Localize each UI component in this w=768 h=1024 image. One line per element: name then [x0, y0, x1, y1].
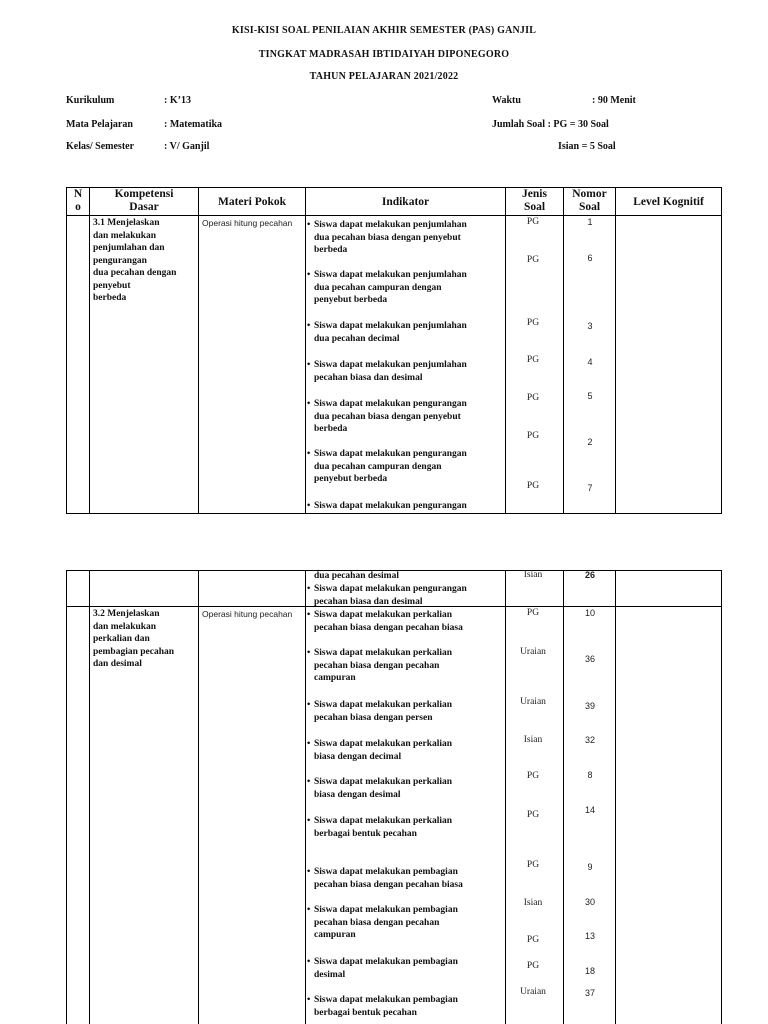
nomor-soal: 5	[587, 391, 593, 401]
nomor-soal: 9	[587, 862, 593, 872]
col-header-jenis-line1: Jenis	[522, 188, 547, 200]
nomor-soal: 18	[584, 966, 595, 976]
jenis-soal: PG	[526, 608, 540, 618]
indicator-line: dua pecahan biasa dengan penyebut	[314, 232, 461, 243]
indicator-line: Siswa dapat melakukan pembagian	[314, 957, 458, 967]
bullet-icon: •	[307, 739, 311, 749]
indicator-item	[307, 699, 505, 724]
kd-3-2-line: 3.2 Menjelaskan	[93, 609, 160, 619]
indicator-line: pecahan biasa dengan persen	[314, 712, 433, 723]
jenis-soal: PG	[526, 355, 540, 365]
indicator-line: Siswa dapat melakukan pengurangan	[314, 449, 467, 459]
jenis-soal: PG	[526, 255, 540, 265]
nomor-soal: 4	[587, 357, 593, 367]
indicator-item	[307, 219, 505, 257]
col-header-no	[67, 188, 89, 214]
col-header-nomor-line2: Soal	[578, 201, 601, 213]
indicator-line: pecahan biasa dan desimal	[314, 372, 423, 383]
indicator-item	[307, 359, 505, 384]
document-subtitle: TINGKAT MADRASAH IBTIDAIYAH DIPONEGORO	[258, 49, 510, 60]
bullet-icon: •	[307, 957, 311, 967]
kd-3-1-line: dua pecahan dengan	[93, 268, 177, 278]
bullet-icon: •	[307, 399, 311, 409]
indicator-line: dua pecahan biasa dengan penyebut	[314, 411, 461, 422]
indicator-item	[307, 269, 505, 307]
col-header-kompetensi-line2: Dasar	[129, 201, 159, 213]
indicator-line: dua pecahan campuran dengan	[314, 282, 442, 293]
bullet-icon: •	[307, 270, 311, 280]
kurikulum-label: Kurikulum	[66, 95, 115, 106]
nomor-soal: 2	[587, 437, 593, 447]
indicator-line: dua pecahan campuran dengan	[314, 461, 442, 472]
indicator-line: Siswa dapat melakukan penjumlahan	[314, 321, 467, 331]
nomor-soal: 39	[584, 701, 595, 711]
indicator-line: Siswa dapat melakukan perkalian	[314, 739, 453, 749]
nomor-soal: 14	[584, 805, 595, 815]
col-header-jenis	[506, 188, 563, 214]
indicator-line: Siswa dapat melakukan penjumlahan	[314, 270, 467, 280]
jenis-soal: PG	[526, 860, 540, 870]
mapel-label: Mata Pelajaran	[66, 119, 133, 130]
indicator-line: Siswa dapat melakukan perkalian	[314, 777, 453, 787]
col-header-kompetensi	[90, 188, 198, 214]
bullet-icon: •	[307, 360, 311, 370]
col-header-jenis-line2: Soal	[523, 201, 546, 213]
col-header-no-line1: N	[73, 188, 83, 200]
jenis-soal: PG	[526, 318, 540, 328]
nomor-soal: 1	[587, 217, 593, 227]
bullet-icon: •	[307, 777, 311, 787]
indicator-item	[307, 609, 505, 634]
kd-3-1-line: penyebut	[93, 280, 131, 291]
kd-3-2-line: dan desimal	[93, 659, 142, 669]
jenis-soal: PG	[526, 431, 540, 441]
kd-3-1-line: penjumlahan dan	[93, 243, 165, 253]
document-year: TAHUN PELAJARAN 2021/2022	[309, 71, 459, 82]
indicator-line: Siswa dapat melakukan pengurangan	[314, 399, 467, 409]
col-header-no-line2: o	[75, 201, 81, 213]
indicator-item	[307, 776, 505, 801]
waktu-value: : 90 Menit	[592, 95, 636, 106]
indicator-line: biasa dengan desimal	[314, 789, 401, 800]
indicator-line: penyebut berbeda	[314, 474, 388, 484]
indicator-line: Siswa dapat melakukan penjumlahan	[314, 360, 467, 370]
kd-3-1-line: berbeda	[93, 293, 127, 303]
indicator-continuation: dua pecahan desimal	[314, 571, 399, 581]
kd-3-2-line: dan melakukan	[93, 621, 157, 632]
indicator-line: penyebut berbeda	[314, 295, 388, 305]
jenis-soal: Isian	[523, 898, 543, 908]
nomor-soal: 8	[587, 770, 593, 780]
isian-soal: Isian = 5 Soal	[558, 141, 616, 152]
nomor-soal: 6	[587, 253, 593, 263]
indicator-line: Siswa dapat melakukan pembagian	[314, 867, 458, 877]
bullet-icon: •	[307, 816, 311, 826]
indicator-line: pecahan biasa dan desimal	[314, 596, 423, 607]
indicator-line: Siswa dapat melakukan perkalian	[314, 700, 453, 710]
bullet-icon: •	[307, 610, 311, 620]
indicator-line: Siswa dapat melakukan penjumlahan	[314, 220, 467, 230]
nomor-soal: 13	[584, 931, 595, 941]
kelas-value: : V/ Ganjil	[164, 141, 210, 152]
bullet-icon: •	[307, 220, 311, 230]
col-header-level: Level Kognitif	[633, 196, 704, 208]
nomor-soal: 37	[584, 988, 595, 998]
indicator-line: Siswa dapat melakukan pembagian	[314, 995, 458, 1005]
nomor-soal: 7	[587, 483, 593, 493]
col-header-materi: Materi Pokok	[217, 196, 287, 208]
indicator-line: biasa dengan decimal	[314, 751, 402, 762]
indicator-line: berbeda	[314, 424, 348, 434]
nomor-soal: 30	[584, 897, 595, 907]
indicator-line: dua pecahan decimal	[314, 333, 400, 344]
bullet-icon: •	[307, 501, 311, 511]
bullet-icon: •	[307, 995, 311, 1005]
jenis-soal: Isian	[523, 570, 543, 580]
mapel-value: : Matematika	[164, 119, 223, 130]
indicator-line: pecahan biasa dengan pecahan biasa	[314, 879, 463, 890]
indicator-item	[307, 500, 505, 513]
jenis-soal: PG	[526, 961, 540, 971]
nomor-soal: 26	[584, 570, 595, 580]
kelas-label: Kelas/ Semester	[66, 141, 135, 152]
kd-3-1	[93, 217, 197, 305]
bullet-icon: •	[307, 867, 311, 877]
indicator-line: pecahan biasa dengan pecahan	[314, 917, 440, 928]
jenis-soal: PG	[526, 935, 540, 945]
jumlah-soal: Jumlah Soal : PG = 30 Soal	[492, 119, 609, 130]
col-header-indikator: Indikator	[381, 196, 430, 208]
col-header-kompetensi-line1: Kompetensi	[114, 188, 174, 200]
jenis-soal: Uraian	[520, 697, 546, 707]
indicator-line: Siswa dapat melakukan perkalian	[314, 648, 453, 658]
indicator-item	[307, 738, 505, 763]
kd-3-2-line: pembagian pecahan	[93, 646, 175, 657]
indicator-item	[307, 398, 505, 436]
indicator-item	[307, 448, 505, 486]
indicator-line: Siswa dapat melakukan perkalian	[314, 610, 453, 620]
indicator-line: pecahan biasa dengan pecahan biasa	[314, 622, 463, 633]
indicator-line: desimal	[314, 969, 346, 980]
jenis-soal: PG	[526, 393, 540, 403]
bullet-icon: •	[307, 700, 311, 710]
document-title: KISI-KISI SOAL PENILAIAN AKHIR SEMESTER (PAS) GANJIL	[231, 25, 537, 36]
indicator-line: campuran	[314, 673, 356, 683]
nomor-soal: 3	[587, 321, 593, 331]
jenis-soal: PG	[526, 217, 540, 227]
kd-3-1-line: dan melakukan	[93, 230, 157, 241]
indicator-line: Siswa dapat melakukan pengurangan	[314, 584, 467, 594]
indicator-line: Siswa dapat melakukan pembagian	[314, 905, 458, 915]
kd-3-2	[93, 608, 197, 671]
indicator-item	[307, 647, 505, 685]
nomor-soal: 32	[584, 735, 595, 745]
materi-pokok: Operasi hitung pecahan	[202, 609, 293, 619]
indicator-item	[307, 815, 505, 840]
indicator-item	[307, 583, 505, 608]
jenis-soal: Uraian	[520, 647, 546, 657]
bullet-icon: •	[307, 449, 311, 459]
materi-pokok: Operasi hitung pecahan	[202, 218, 293, 228]
kd-3-1-line: 3.1 Menjelaskan	[93, 218, 160, 228]
indicator-item	[307, 956, 505, 981]
indicator-line: pecahan biasa dengan pecahan	[314, 660, 440, 671]
kd-3-2-line: perkalian dan	[93, 634, 150, 644]
jenis-soal: PG	[526, 771, 540, 781]
nomor-soal: 10	[584, 608, 595, 618]
kd-3-1-line: pengurangan	[93, 255, 147, 266]
jenis-soal: PG	[526, 810, 540, 820]
bullet-icon: •	[307, 584, 311, 594]
indicator-line: berbagai bentuk pecahan	[314, 828, 417, 839]
waktu-label: Waktu	[492, 95, 521, 106]
bullet-icon: •	[307, 648, 311, 658]
kurikulum-value: : K’13	[164, 95, 191, 106]
jenis-soal: PG	[526, 481, 540, 491]
indicator-item	[307, 320, 505, 345]
indicator-line: Siswa dapat melakukan pengurangan	[314, 501, 467, 511]
col-header-nomor-line1: Nomor	[572, 188, 607, 200]
indicator-item	[307, 866, 505, 891]
jenis-soal: Uraian	[520, 987, 546, 997]
indicator-item	[307, 994, 505, 1019]
indicator-line: campuran	[314, 930, 356, 940]
indicator-line: Siswa dapat melakukan perkalian	[314, 816, 453, 826]
indicator-line: berbagai bentuk pecahan	[314, 1007, 417, 1018]
col-header-nomor	[564, 188, 615, 214]
jenis-soal: Isian	[523, 735, 543, 745]
nomor-soal: 36	[584, 654, 595, 664]
bullet-icon: •	[307, 905, 311, 915]
indicator-item	[307, 904, 505, 942]
indicator-line: berbeda	[314, 245, 348, 255]
bullet-icon: •	[307, 321, 311, 331]
